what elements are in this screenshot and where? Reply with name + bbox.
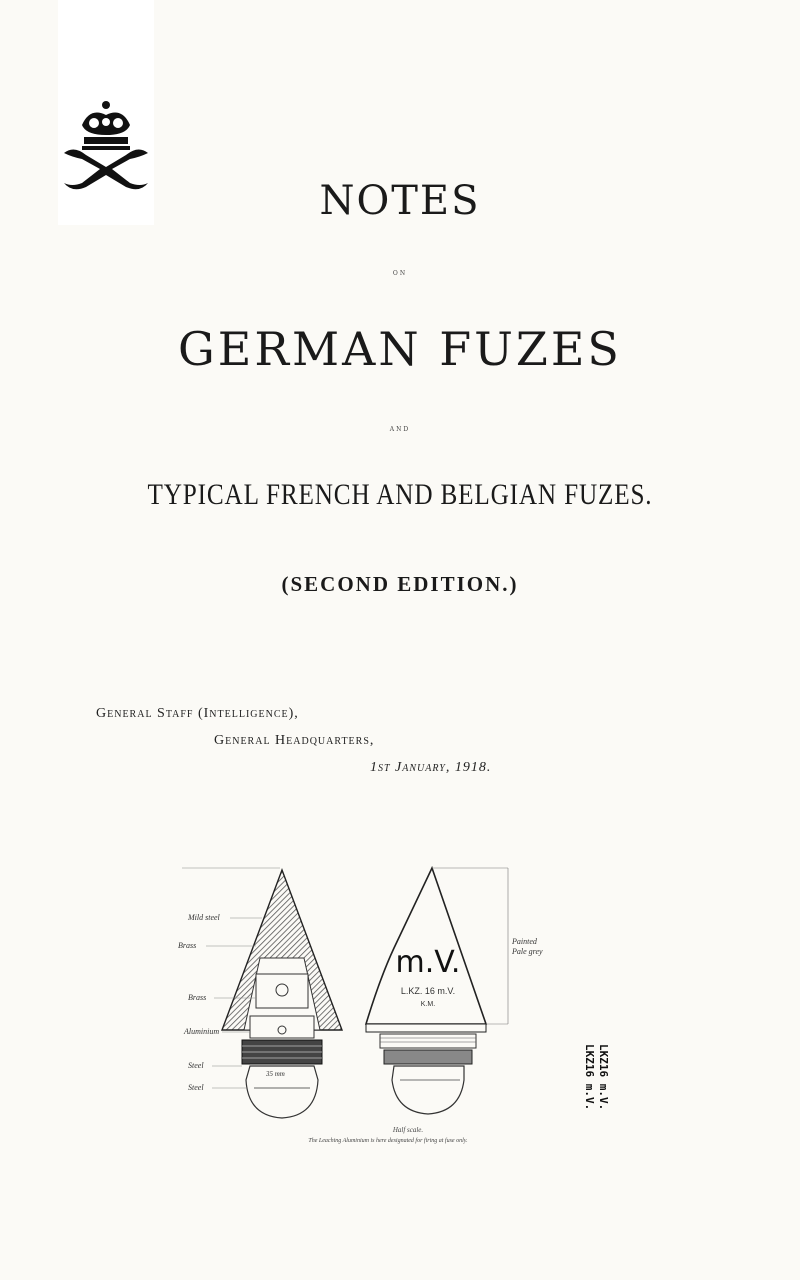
- label-mild-steel: Mild steel: [188, 913, 220, 922]
- connector-and: and: [389, 424, 411, 434]
- subtitle-french-belgian: TYPICAL FRENCH AND BELGIAN FUZES.: [147, 478, 653, 511]
- signature-line-3: 1st January, 1918.: [370, 760, 492, 775]
- connector-on: on: [392, 268, 408, 278]
- vertical-code-line-1: LKZ16 m.V.: [583, 1044, 596, 1111]
- vertical-fuze-code: [574, 1040, 614, 1150]
- caption-half-scale: Half scale.: [392, 1126, 424, 1134]
- label-pale-grey: Pale grey: [512, 947, 543, 956]
- fuze-illustration: [170, 848, 640, 1158]
- fuze-marking-small-2: K.M.: [420, 1001, 436, 1008]
- title-german-fuzes: GERMAN FUZES: [178, 322, 622, 376]
- signature-line-2: General Headquarters,: [214, 733, 375, 748]
- vertical-code-line-2: LKZ16 m.V.: [597, 1044, 610, 1111]
- label-painted: Painted: [512, 937, 537, 946]
- painted-fuze-drawing: [366, 868, 486, 1114]
- caption-note: The Leaching Aluminium is here designated for firing at fuse only.: [308, 1138, 468, 1144]
- label-aluminium: Aluminium: [184, 1027, 220, 1036]
- fuze-marking-small-1: L.KZ. 16 m.V.: [400, 986, 456, 996]
- title-notes: NOTES: [319, 178, 481, 224]
- label-steel-1: Steel: [188, 1061, 204, 1070]
- sectioned-fuze-drawing: [222, 870, 342, 1118]
- label-brass-1: Brass: [178, 941, 197, 950]
- label-brass-2: Brass: [188, 993, 207, 1002]
- label-dimension: 35 mm: [266, 1070, 285, 1078]
- signature-line-1: General Staff (Intelligence),: [96, 706, 299, 721]
- label-steel-2: Steel: [188, 1083, 204, 1092]
- edition-label: (SECOND EDITION.): [281, 572, 519, 596]
- fuze-marking-large: m.V.: [395, 945, 461, 980]
